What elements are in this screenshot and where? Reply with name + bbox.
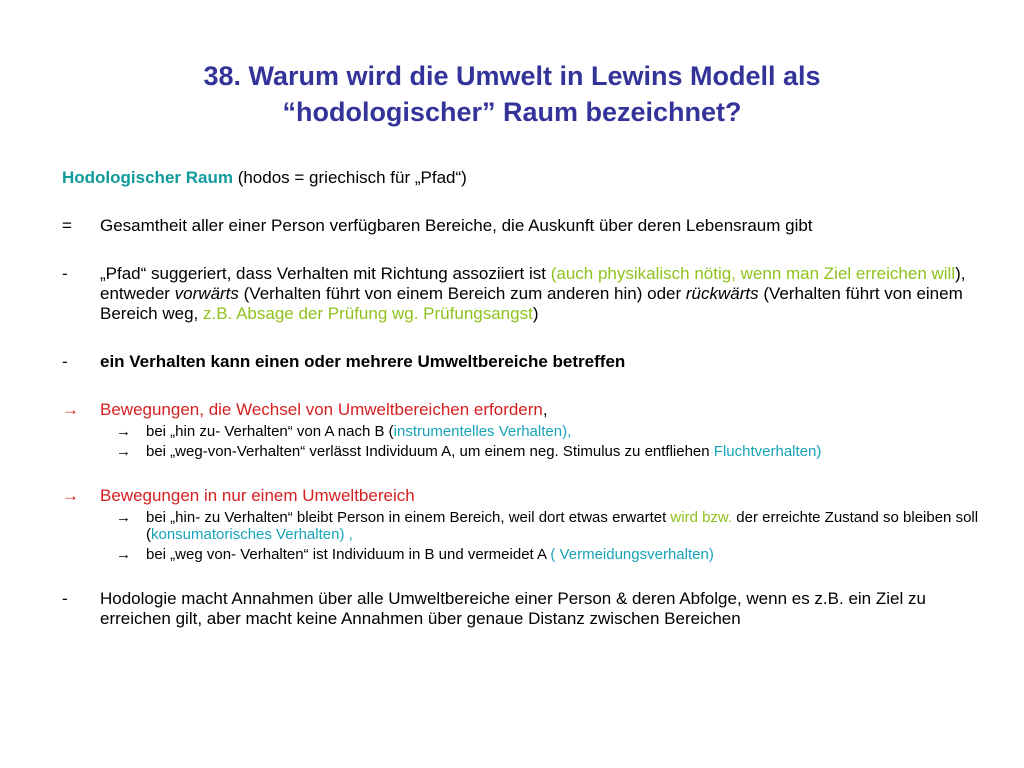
arrow-icon: → [62, 486, 79, 505]
pfad-text-3: ), entweder [100, 264, 966, 303]
arrow-icon: → [116, 423, 131, 440]
pfad-rueckwaerts: rückwärts [685, 284, 759, 303]
pfad-note-physics: (auch physikalisch nötig, wenn man Ziel erreichen will [550, 264, 956, 283]
hodologie-item [62, 589, 982, 629]
sub-item-highlight: instrumentelles Verhalten), [393, 423, 572, 440]
title-line-1: 38. Warum wird die Umwelt in Lewins Modell als [203, 61, 821, 91]
sub-item-highlight: ( Vermeidungsverhalten) [550, 546, 714, 563]
pfad-item [62, 264, 982, 324]
sub-item-text: der erreichte Zustand so bleiben soll ( [146, 509, 979, 543]
sub-item-hin-zu [62, 509, 982, 543]
sub-item-green: wird bzw. [670, 509, 733, 526]
arrow-icon: → [116, 546, 131, 563]
bewegungen-einem-group [62, 486, 982, 563]
arrow-icon: → [62, 400, 79, 419]
pfad-example: z.B. Absage der Prüfung wg. Prüfungsangst [203, 304, 533, 323]
pfad-text-7: (Verhalten führt von einem Bereich weg, [100, 284, 963, 323]
dash-marker: - [62, 352, 68, 371]
sub-item-hin-zu [62, 423, 982, 440]
sub-item-text: bei „weg-von-Verhalten“ verlässt Individuum A, um einem neg. Stimulus zu entfliehen [146, 443, 714, 460]
sub-item-highlight: konsumatorisches Verhalten) , [151, 526, 353, 543]
pfad-text-9: ) [532, 304, 539, 323]
equals-marker: = [62, 216, 72, 235]
slide-body [62, 168, 982, 657]
intro-term: Hodologischer Raum [62, 168, 233, 187]
sub-item-text: bei „hin- zu Verhalten“ bleibt Person in einem Bereich, weil dort etwas erwartet [146, 509, 671, 526]
bewegungen-einem-text: Bewegungen in nur einem Umweltbereich [100, 486, 415, 505]
sub-item-weg-von [62, 443, 982, 460]
pfad-text-5: (Verhalten führt von einem Bereich zum anderen hin) oder [238, 284, 686, 303]
sub-item-highlight: Fluchtverhalten) [713, 443, 822, 460]
verhalten-item [62, 352, 982, 372]
arrow-icon: → [116, 509, 131, 526]
bewegungen-wechsel-comma: , [542, 400, 548, 419]
title-line-2: “hodologischer” Raum bezeichnet? [282, 97, 742, 127]
sub-item-text: bei „weg von- Verhalten“ ist Individuum in B und vermeidet A [146, 546, 551, 563]
sub-item-weg-von [62, 546, 982, 563]
definition-item [62, 216, 982, 236]
verhalten-text: ein Verhalten kann einen oder mehrere Umweltbereiche betreffen [100, 352, 626, 371]
pfad-vorwaerts: vorwärts [174, 284, 239, 303]
sub-item-text: bei „hin zu- Verhalten“ von A nach B ( [146, 423, 394, 440]
bewegungen-wechsel-item [62, 400, 982, 420]
bewegungen-wechsel-group [62, 400, 982, 460]
dash-marker: - [62, 264, 68, 283]
intro-rest: (hodos = griechisch für „Pfad“) [232, 168, 467, 187]
intro-line [62, 168, 982, 188]
arrow-icon: → [116, 443, 131, 460]
dash-marker: - [62, 589, 68, 608]
bewegungen-wechsel-text: Bewegungen, die Wechsel von Umweltbereichen erfordern [100, 400, 543, 419]
slide-title [60, 58, 964, 130]
definition-text: Gesamtheit aller einer Person verfügbaren Bereiche, die Auskunft über deren Lebensraum gibt [100, 216, 813, 235]
hodologie-text: Hodologie macht Annahmen über alle Umweltbereiche einer Person & deren Abfolge, wenn es z.B. ein Ziel zu erreichen gilt, aber macht keine Annahmen über genaue Distanz zwischen Bereichen [100, 589, 926, 628]
bewegungen-einem-item [62, 486, 982, 506]
pfad-text-1: „Pfad“ suggeriert, dass Verhalten mit Richtung assoziiert ist [100, 264, 551, 283]
